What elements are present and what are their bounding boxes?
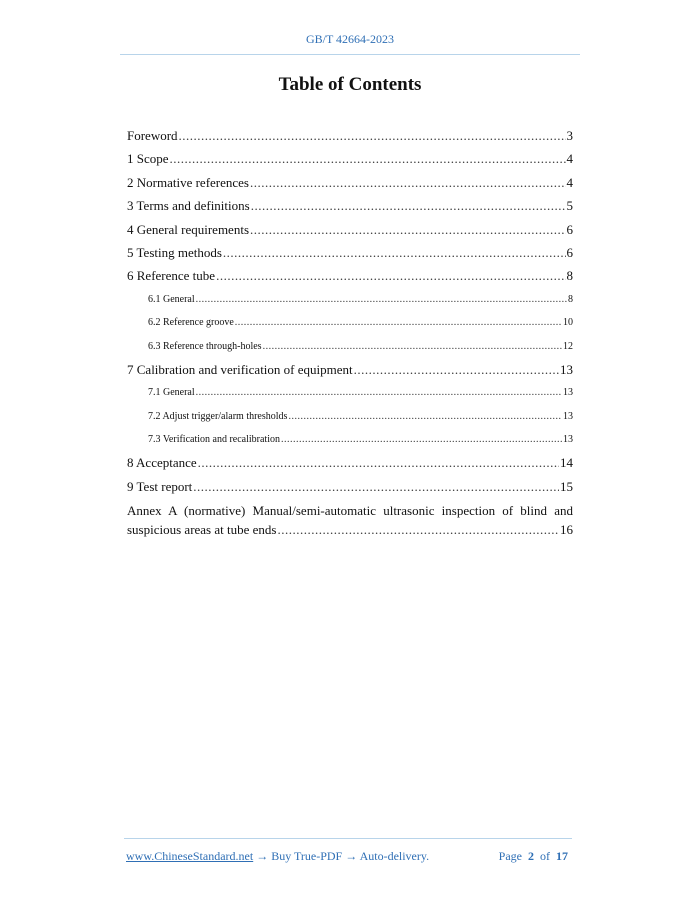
toc-entry[interactable] — [127, 124, 573, 147]
standard-code: GB/T 42664-2023 — [305, 32, 395, 46]
page-title: Table of Contents — [278, 74, 422, 95]
annex-title-line2: suspicious areas at tube ends — [127, 522, 277, 538]
toc-entry[interactable] — [127, 288, 573, 311]
footer-promo — [126, 849, 429, 864]
dot-leader — [179, 124, 566, 147]
dot-leader — [281, 428, 562, 451]
dot-leader — [288, 405, 562, 428]
page-header — [120, 0, 580, 55]
toc-entry[interactable] — [127, 381, 573, 404]
footer-promo-text: → Buy True-PDF → Auto-delivery. — [253, 849, 430, 863]
dot-leader — [250, 171, 566, 194]
dot-leader — [193, 475, 559, 498]
dot-leader — [170, 147, 566, 170]
toc-entry-label: 5 Testing methods — [127, 244, 222, 260]
website-link[interactable]: www.ChineseStandard.net — [126, 849, 254, 863]
toc-entry[interactable] — [127, 475, 573, 498]
toc-entry-label: 7.2 Adjust trigger/alarm thresholds — [148, 410, 288, 422]
toc-entry[interactable] — [127, 335, 573, 358]
toc-entry-label: 7.1 General — [148, 387, 195, 399]
toc-entry-label: 7 Calibration and verification of equipment — [127, 361, 353, 377]
toc-entry-page-number: 12 — [563, 340, 573, 352]
page-prefix: Page — [498, 849, 522, 863]
toc-entry[interactable] — [127, 194, 573, 217]
annex-page-number: 16 — [560, 522, 573, 538]
page-footer — [124, 838, 572, 869]
dot-leader — [223, 241, 566, 264]
dot-leader — [354, 358, 559, 381]
toc-entry-label: 2 Normative references — [127, 174, 249, 190]
toc-entry-page-number: 15 — [560, 478, 573, 494]
dot-leader — [216, 264, 565, 287]
toc-entry-page-number: 6 — [566, 244, 573, 260]
toc-entry-page-number: 13 — [560, 361, 573, 377]
toc-entry-page-number: 13 — [563, 410, 573, 422]
toc-entry[interactable] — [127, 264, 573, 287]
toc-entry[interactable] — [127, 311, 573, 334]
toc-entry-label: 8 Acceptance — [127, 455, 197, 471]
toc-entry-label: Foreword — [127, 128, 178, 143]
toc-entry-label: 6.3 Reference through-holes — [148, 340, 262, 352]
annex-title-line2-row — [127, 520, 573, 539]
toc-entry-label: 6.2 Reference groove — [148, 317, 234, 329]
toc-entry-label: 3 Terms and definitions — [127, 198, 250, 214]
toc-entry-label: 1 Scope — [127, 151, 169, 167]
dot-leader — [196, 381, 562, 404]
page-indicator — [499, 849, 568, 864]
toc-entry-page-number: 4 — [566, 151, 573, 167]
dot-leader — [251, 194, 566, 217]
toc-entry-label: 6 Reference tube — [127, 268, 216, 284]
page-of: of — [540, 849, 550, 863]
toc-entry-page-number: 4 — [566, 174, 573, 190]
toc-entry-page-number: 5 — [566, 198, 573, 214]
toc-entry-annex-a[interactable] — [127, 501, 573, 539]
toc-entry[interactable] — [127, 241, 573, 264]
dot-leader — [277, 520, 559, 539]
toc-entry[interactable] — [127, 171, 573, 194]
toc-entry[interactable] — [127, 218, 573, 241]
dot-leader — [263, 335, 562, 358]
dot-leader — [198, 451, 559, 474]
toc-entry[interactable] — [127, 428, 573, 451]
toc-entry-page-number: 13 — [563, 434, 573, 446]
annex-title-line1: Annex A (normative) Manual/semi-automatic ultrasonic inspection of blind and — [127, 503, 573, 519]
dot-leader — [196, 288, 567, 311]
toc-entry-page-number: 8 — [566, 268, 573, 284]
toc-entry-page-number: 8 — [568, 293, 573, 305]
toc-entry[interactable] — [127, 358, 573, 381]
current-page: 2 — [528, 849, 534, 863]
toc-entry[interactable] — [127, 405, 573, 428]
toc-entry-label: 7.3 Verification and recalibration — [148, 434, 280, 446]
dot-leader — [235, 311, 562, 334]
dot-leader — [250, 218, 565, 241]
toc-entry[interactable] — [127, 451, 573, 474]
toc-entry-page-number: 13 — [563, 387, 573, 399]
toc-entry-page-number: 10 — [563, 317, 573, 329]
toc-entry-label: 4 General requirements — [127, 221, 250, 237]
total-pages: 17 — [556, 849, 568, 863]
toc-entry-label: 9 Test report — [127, 478, 193, 494]
toc-entry[interactable] — [127, 147, 573, 170]
table-of-contents — [127, 124, 573, 539]
toc-entry-label: 6.1 General — [148, 293, 195, 305]
toc-entry-page-number: 6 — [566, 221, 573, 237]
toc-entry-page-number: 3 — [566, 128, 573, 143]
toc-entries — [127, 124, 573, 498]
toc-entry-page-number: 14 — [560, 455, 573, 471]
